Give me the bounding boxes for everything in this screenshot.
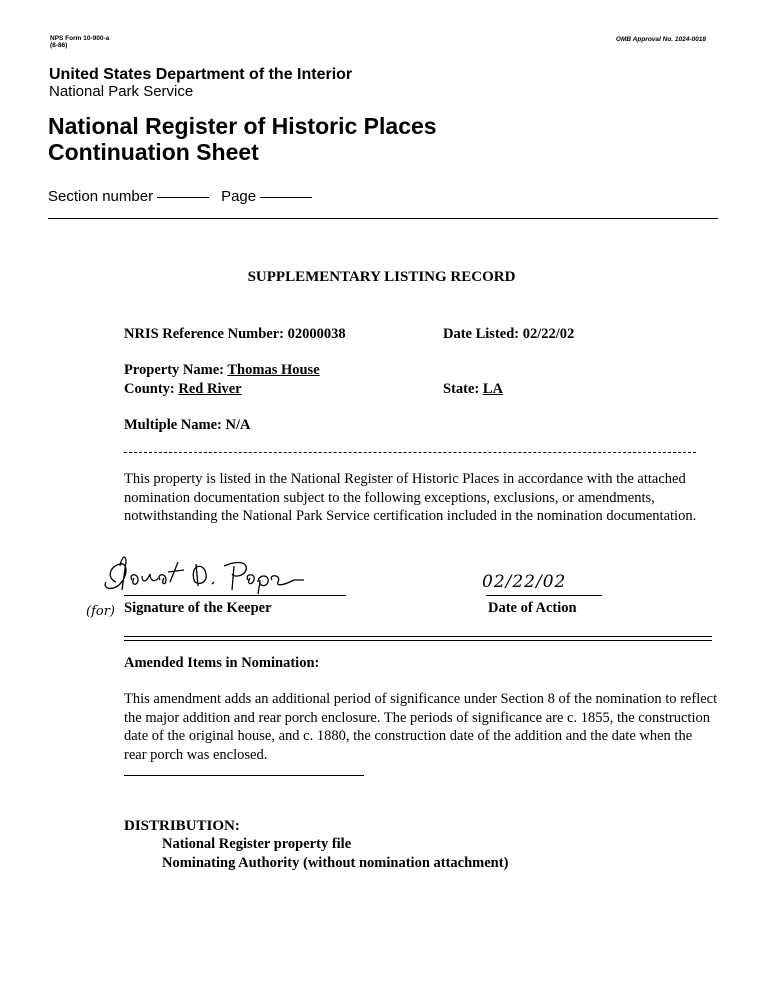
state-value: LA bbox=[482, 381, 504, 397]
department-name: United States Department of the Interior bbox=[49, 66, 353, 83]
date-listed-value: 02/22/02 bbox=[522, 326, 575, 342]
amended-end-line bbox=[124, 775, 364, 776]
keeper-signature-line bbox=[124, 595, 346, 596]
nris-field bbox=[124, 325, 346, 343]
omb-approval: OMB Approval No. 1024-0018 bbox=[615, 36, 706, 43]
multiple-name-field bbox=[124, 416, 250, 434]
nris-value: 02000038 bbox=[287, 326, 346, 342]
keeper-signature-scribble bbox=[98, 552, 328, 598]
multiple-name-value: N/A bbox=[225, 417, 251, 433]
county-value: Red River bbox=[178, 381, 242, 397]
record-heading: SUPPLEMENTARY LISTING RECORD bbox=[247, 269, 516, 285]
distribution-heading: DISTRIBUTION: bbox=[124, 818, 240, 834]
header-divider bbox=[48, 218, 718, 219]
keeper-for-annotation: (for) bbox=[86, 604, 115, 619]
nris-label: NRIS Reference Number: bbox=[124, 326, 284, 342]
listing-statement: This property is listed in the National Register of Historic Places in accordance with the attached nomination documentation subject to the following exceptions, exclusions, or amendments, notwithstanding the National Park Service certification included in the nomination documentation. bbox=[124, 471, 697, 524]
property-name-field bbox=[124, 361, 320, 379]
action-date-handwritten: 02/22/02 bbox=[482, 572, 567, 592]
form-number-text: NPS Form 10-900-a bbox=[50, 35, 110, 42]
date-listed-label: Date Listed: bbox=[443, 326, 520, 342]
county-field bbox=[124, 380, 242, 398]
form-number bbox=[50, 35, 109, 49]
state-field bbox=[443, 380, 503, 398]
date-of-action-label: Date of Action bbox=[488, 600, 577, 616]
section-number-blank bbox=[157, 196, 209, 198]
county-label: County: bbox=[124, 381, 175, 397]
property-name-label: Property Name: bbox=[124, 362, 224, 378]
agency-name: National Park Service bbox=[49, 83, 194, 100]
multiple-name-label: Multiple Name: bbox=[124, 417, 222, 433]
dashed-divider bbox=[124, 452, 696, 453]
signature-label: Signature of the Keeper bbox=[124, 600, 272, 616]
title-line-1: National Register of Historic Places bbox=[48, 113, 437, 139]
title-line-2: Continuation Sheet bbox=[48, 139, 259, 165]
form-date-text: (8-86) bbox=[50, 42, 68, 49]
date-listed-field bbox=[443, 325, 574, 343]
page-label: Page bbox=[221, 188, 257, 205]
section-page-line bbox=[48, 188, 324, 205]
distribution-item: Nominating Authority (without nomination attachment) bbox=[162, 855, 509, 871]
amended-heading: Amended Items in Nomination: bbox=[124, 655, 320, 671]
amended-body: This amendment adds an additional period of significance under Section 8 of the nomination to reflect the major addition and rear porch enclosure. The periods of significance are c. 1855, the construction date of the original house, and c. 1880, the construction date of the addition and the date when the rear porch was enclosed. bbox=[124, 691, 718, 763]
page-title bbox=[48, 113, 437, 165]
property-name-value: Thomas House bbox=[227, 362, 320, 378]
page-blank bbox=[260, 196, 312, 198]
action-date-line bbox=[486, 595, 602, 596]
distribution-item: National Register property file bbox=[162, 836, 352, 852]
section-number-label: Section number bbox=[48, 188, 154, 205]
state-label: State: bbox=[443, 381, 480, 397]
double-divider bbox=[124, 636, 712, 641]
